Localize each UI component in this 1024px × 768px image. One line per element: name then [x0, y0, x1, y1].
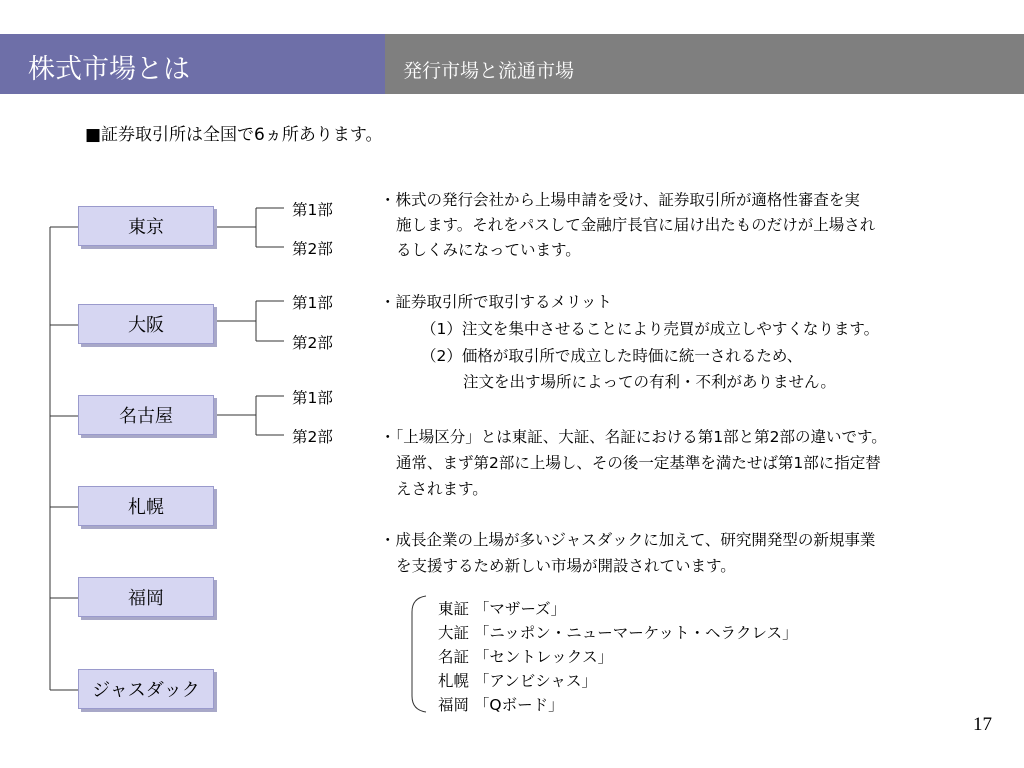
note-1-line-3: るしくみになっています。 [396, 241, 581, 259]
note-4-line-1: ・成長企業の上場が多いジャスダックに加えて、研究開発型の新規事業 [380, 531, 876, 549]
note-1-line-2: 施します。それをパスして金融庁長官に届け出たものだけが上場され [396, 216, 876, 234]
section-label: 第1部 [292, 201, 333, 219]
section-label: 第2部 [292, 428, 333, 446]
section-label: 第2部 [292, 334, 333, 352]
exchange-box-osaka: 大阪 [78, 304, 214, 344]
note-3-line-2: 通常、まず第2部に上場し、その後一定基準を満たせば第1部に指定替 [396, 454, 881, 472]
list-item: 名証 「セントレックス」 [438, 648, 614, 666]
note-3-line-3: えされます。 [396, 480, 488, 498]
note-3-line-1: ・「上場区分」とは東証、大証、名証における第1部と第2部の違いです。 [380, 428, 887, 446]
note-2-line-1: ・証券取引所で取引するメリット [380, 293, 612, 311]
section-label: 第2部 [292, 240, 333, 258]
note-1-line-1: ・株式の発行会社から上場申請を受け、証券取引所が適格性審査を実 [380, 191, 860, 209]
note-2-line-4: 注文を出す場所によっての有利・不利がありません。 [463, 373, 836, 391]
note-2-line-3: （2）価格が取引所で成立した時価に統一されるため、 [421, 347, 803, 365]
exchange-box-nagoya: 名古屋 [78, 395, 214, 435]
list-item: 大証 「ニッポン・ニューマーケット・ヘラクレス」 [438, 624, 798, 642]
note-4-line-2: を支援するため新しい市場が開設されています。 [396, 557, 736, 575]
list-item: 東証 「マザーズ」 [438, 600, 567, 618]
section-label: 第1部 [292, 294, 333, 312]
page-title: 株式市場とは [28, 54, 190, 85]
exchange-box-jasdaq: ジャスダック [78, 669, 214, 709]
page-number: 17 [973, 714, 992, 735]
exchange-box-sapporo: 札幌 [78, 486, 214, 526]
note-2-line-2: （1）注文を集中させることにより売買が成立しやすくなります。 [421, 320, 880, 338]
exchange-box-fukuoka: 福岡 [78, 577, 214, 617]
list-item: 福岡 「Qボード」 [438, 696, 564, 714]
list-item: 札幌 「アンビシャス」 [438, 672, 597, 690]
section-label: 第1部 [292, 389, 333, 407]
exchange-box-tokyo: 東京 [78, 206, 214, 246]
intro-text: ■証券取引所は全国で6ヵ所あります。 [85, 125, 383, 145]
new-markets-list [438, 597, 798, 717]
page-subtitle: 発行市場と流通市場 [403, 60, 575, 82]
